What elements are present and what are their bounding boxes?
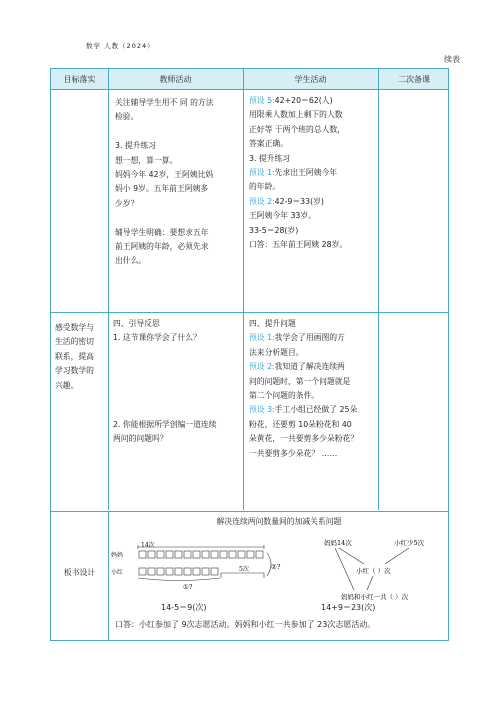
col-divider-3: [378, 69, 379, 510]
text-line: 关注辅导学生用不 同 的方法: [115, 98, 214, 107]
tree-red: 小红（ ）次: [356, 567, 391, 575]
unit-box: [256, 551, 263, 558]
row-divider-1: [51, 312, 448, 313]
board-design-label: 板书设计: [63, 568, 96, 577]
preset-tag: 预设 2:: [249, 362, 275, 372]
row2-teacher-activity: [113, 317, 241, 447]
red-boxes: [139, 568, 218, 575]
preset-tag: 预设 3:: [249, 405, 275, 415]
text-line: 两问的问题吗？: [113, 434, 168, 444]
unit-box: [166, 568, 173, 575]
line-text: 一共要剪多少朵花？ ……: [249, 448, 338, 458]
text-line: 辅导学生明确：要想求五年: [115, 227, 209, 237]
unit-box: [175, 568, 182, 575]
text-line: [249, 375, 375, 389]
text-line: [249, 108, 375, 122]
unit-box: [202, 551, 209, 558]
text-line: [249, 209, 375, 223]
text-line: [249, 389, 375, 403]
row-divider-2: [51, 511, 448, 512]
text-line: 兴趣。: [55, 380, 79, 390]
text-line: [249, 224, 375, 238]
board-title: 解决连续两问数量间的加减关系问题: [216, 517, 342, 526]
text-line: [113, 346, 241, 360]
text-line: [249, 432, 375, 446]
col-divider-2: [243, 69, 244, 510]
unit-box: [139, 551, 146, 558]
text-line: [113, 403, 241, 417]
red-label: 小红: [111, 569, 124, 576]
text-line: [113, 389, 241, 403]
text-line: 感受数学与: [55, 323, 94, 332]
row1-student-activity: [249, 94, 375, 252]
equation-2: 14+9＝23(次): [321, 603, 376, 612]
col-divider-1: [108, 69, 109, 510]
text-line: [249, 418, 375, 432]
line-text: 33-5＝28(岁): [249, 225, 299, 235]
text-line: 学习数学的: [55, 366, 94, 376]
line-text: 的年龄。: [249, 182, 281, 192]
text-line: [249, 94, 375, 108]
unit-box: [193, 568, 200, 575]
row1-teacher-activity: [115, 96, 239, 269]
text-line: 前王阿姨的年龄，必须先求: [115, 242, 209, 252]
line-text: 四、提升问题: [249, 319, 296, 328]
line-text: 法来分析题目。: [249, 347, 304, 357]
board-diagrams: [109, 531, 449, 611]
mom-label: 妈妈: [111, 552, 124, 559]
unit-box: [148, 568, 155, 575]
header-teacher: 教师活动: [159, 75, 192, 84]
unit-box: [229, 551, 236, 558]
line-text: 我知道了解决连续两: [274, 362, 345, 372]
unit-box: [184, 551, 191, 558]
unit-box: [202, 568, 209, 575]
text-line: [249, 152, 375, 166]
text-line: 生活的密切: [55, 337, 94, 347]
text-line: [249, 137, 375, 151]
text-line: 出什么。: [115, 256, 147, 266]
line-text: 正好等 于两个班的总人数，: [249, 124, 346, 134]
row-divider-head: [51, 89, 448, 90]
book-header: 数学 人教（2024）: [86, 42, 155, 50]
unit-box: [211, 568, 218, 575]
line-text: 我学会了用画图的方: [274, 333, 345, 343]
unit-box: [193, 551, 200, 558]
text-line: 想一想，算一算。: [115, 155, 178, 165]
tree-total: 妈妈和小红一共（ ）次: [341, 593, 409, 601]
line-text: 42-9＝33(岁): [274, 196, 324, 206]
line-text: 先求出王阿姨今年: [274, 168, 338, 178]
line-text: 第二个问题的条件。: [249, 391, 320, 401]
line-text: 手工小组已经做了 25朵: [274, 405, 358, 415]
row2-student-activity: [249, 317, 375, 461]
text-line: [249, 195, 375, 209]
text-line: [249, 123, 375, 137]
preset-tag: 预设 2:: [249, 196, 275, 206]
unit-box: [166, 551, 173, 558]
header-goal: 目标落实: [63, 75, 96, 84]
unit-box: [220, 551, 227, 558]
equation-1: 14-5＝9(次): [161, 603, 207, 612]
unit-box: [247, 551, 254, 558]
text-line: 妈小 9岁。五年前王阿姨多: [115, 184, 209, 194]
unit-box: [139, 568, 146, 575]
line-text: 答案正确。: [249, 139, 288, 149]
line-text: 用限乘人数加上剩下的人数: [249, 110, 343, 120]
line-text: 朵黄花，一共要剪多少朵粉花？: [249, 434, 359, 444]
lesson-table: [50, 68, 449, 641]
preset-tag: 预设 1:: [249, 168, 275, 178]
line-text: 王阿姨今年 33岁。: [249, 211, 316, 221]
unit-box: [157, 568, 164, 575]
text-line: [115, 125, 239, 139]
board-answer: 口答：小红参加了 9次志愿活动。妈妈和小红一共参加了 23次志愿活动。: [115, 620, 376, 629]
top-count-label: 14次: [141, 542, 155, 549]
text-line: [249, 447, 375, 461]
continued-label: 续表: [444, 55, 460, 64]
text-line: [249, 403, 375, 417]
text-line: 检验。: [115, 112, 139, 122]
text-line: [113, 360, 241, 374]
line-text: 42+20＝62(人): [274, 96, 333, 105]
text-line: [249, 331, 375, 345]
text-line: [249, 166, 375, 180]
q2-label: ②?: [271, 563, 281, 571]
text-line: [249, 317, 375, 331]
text-line: 妈妈今年 42岁，王阿姨比妈: [115, 170, 214, 180]
header-notes: 二次备课: [398, 75, 430, 84]
unit-box: [148, 551, 155, 558]
tree-mom: 妈妈14次: [324, 539, 352, 547]
line-text: 3. 提升练习: [249, 153, 291, 163]
tree-diagram-right: [324, 538, 425, 601]
unit-box: [157, 551, 164, 558]
unit-box: [184, 568, 191, 575]
tree-red-less: 小红少5次: [394, 539, 425, 547]
unit-box: [211, 551, 218, 558]
unit-box: [238, 551, 245, 558]
diff-bracket: [221, 573, 264, 578]
unit-box: [175, 551, 182, 558]
preset-tag: 预设 5:: [249, 96, 275, 105]
text-line: [249, 180, 375, 194]
diff-label: 5次: [239, 566, 249, 573]
line-text: 口答：五年前王阿姨 28岁。: [249, 240, 348, 250]
text-line: 1. 这节课你学会了什么？: [113, 333, 201, 343]
row2-goal: [55, 321, 107, 393]
text-line: 2. 你能根据所学创编一道连续: [113, 419, 217, 429]
text-line: [249, 360, 375, 374]
text-line: 少岁？: [115, 198, 139, 208]
text-line: [249, 238, 375, 252]
line-text: 问的问题时，第一个问题就是: [249, 376, 351, 386]
preset-tag: 预设 1:: [249, 333, 275, 343]
segment-diagram-left: [111, 541, 281, 591]
text-line: [115, 211, 239, 225]
red-brace: [138, 578, 220, 581]
q1-label: ①?: [183, 583, 193, 591]
text-line: 3. 提升练习: [115, 141, 157, 151]
text-line: [113, 375, 241, 389]
text-line: [249, 346, 375, 360]
text-line: 联系，提高: [55, 351, 94, 361]
line-text: 粉花，还要剪 10朵粉花和 40: [249, 419, 352, 429]
mom-boxes: [139, 551, 263, 558]
header-student: 学生活动: [294, 75, 327, 84]
text-line: 四、引导反思: [113, 319, 160, 328]
